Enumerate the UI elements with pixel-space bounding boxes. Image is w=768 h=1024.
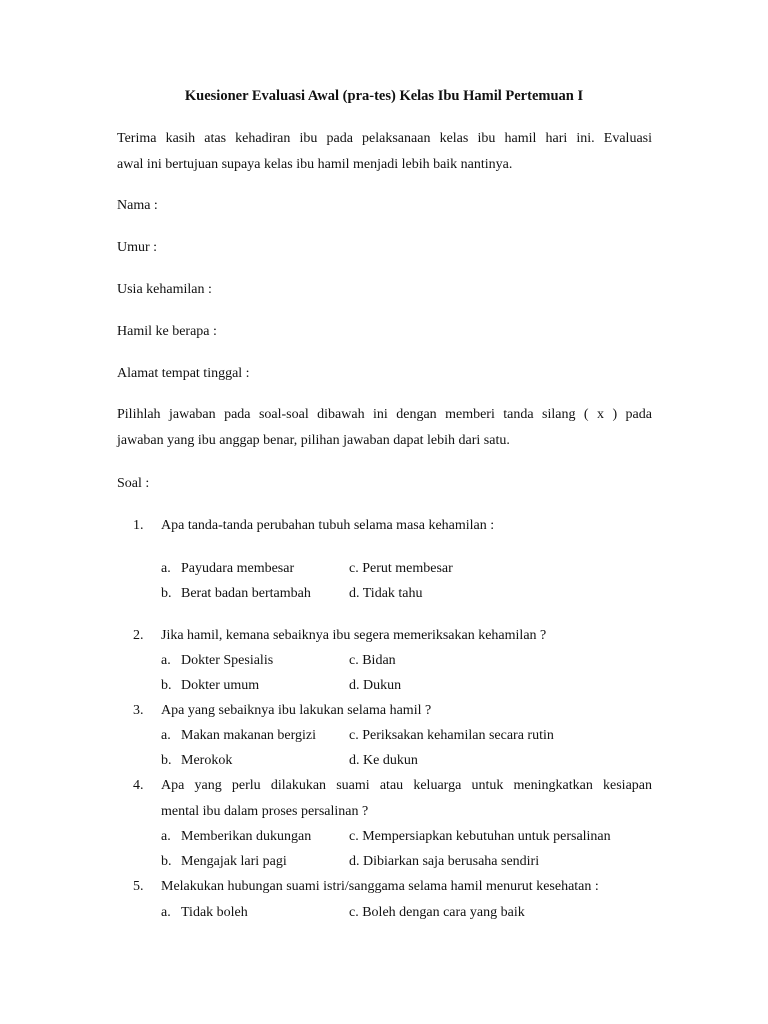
option-letter: a. bbox=[161, 905, 171, 920]
option-letter: b. bbox=[161, 586, 172, 601]
field-nama: Nama : bbox=[117, 198, 158, 213]
question-number: 4. bbox=[133, 778, 144, 793]
option-letter: d. bbox=[349, 678, 360, 693]
option-letter: d. bbox=[349, 854, 360, 869]
question-number: 1. bbox=[133, 518, 144, 533]
option-4b[interactable] bbox=[161, 854, 287, 870]
option-letter: b. bbox=[161, 854, 172, 869]
option-5a[interactable] bbox=[161, 905, 248, 921]
field-umur: Umur : bbox=[117, 240, 158, 255]
option-text: Bidan bbox=[362, 653, 396, 668]
option-1c[interactable] bbox=[349, 561, 453, 577]
option-letter: d. bbox=[349, 586, 360, 601]
option-letter: a. bbox=[161, 653, 171, 668]
option-text: Dukun bbox=[363, 678, 402, 693]
option-text: Boleh dengan cara yang baik bbox=[362, 905, 525, 920]
option-3c[interactable] bbox=[349, 728, 554, 744]
option-5c[interactable] bbox=[349, 905, 525, 921]
option-text: Merokok bbox=[181, 753, 233, 768]
question-text: Apa yang sebaiknya ibu lakukan selama hamil ? bbox=[161, 703, 432, 718]
option-4c[interactable] bbox=[349, 829, 611, 845]
option-3b[interactable] bbox=[161, 753, 232, 769]
option-1b[interactable] bbox=[161, 586, 311, 602]
option-letter: a. bbox=[161, 561, 171, 576]
option-text: Payudara membesar bbox=[181, 561, 295, 576]
option-2d[interactable] bbox=[349, 678, 401, 694]
option-text: Berat badan bertambah bbox=[181, 586, 311, 601]
option-text: Tidak boleh bbox=[181, 905, 248, 920]
intro-line-1: Terima kasih atas kehadiran ibu pada pelaksanaan kelas ibu hamil hari ini. Evaluasi bbox=[117, 131, 652, 146]
question-number: 3. bbox=[133, 703, 144, 718]
document-title: Kuesioner Evaluasi Awal (pra-tes) Kelas Ibu Hamil Pertemuan I bbox=[184, 88, 584, 104]
instruction-paragraph bbox=[117, 402, 652, 454]
option-letter: b. bbox=[161, 753, 172, 768]
question-text-line-1: Apa yang perlu dilakukan suami atau keluarga untuk meningkatkan kesiapan bbox=[161, 778, 652, 793]
option-2a[interactable] bbox=[161, 653, 273, 669]
option-text: Mengajak lari pagi bbox=[181, 854, 287, 869]
question-text-line-2: mental ibu dalam proses persalinan ? bbox=[161, 804, 369, 819]
option-4a[interactable] bbox=[161, 829, 311, 845]
intro-line-2: awal ini bertujuan supaya kelas ibu hamil menjadi lebih baik nantinya. bbox=[117, 157, 513, 172]
option-text: Periksakan kehamilan secara rutin bbox=[362, 728, 554, 743]
option-letter: a. bbox=[161, 829, 171, 844]
question-text bbox=[161, 773, 652, 825]
question-number: 2. bbox=[133, 628, 144, 643]
option-text: Tidak tahu bbox=[362, 586, 423, 601]
question-text: Melakukan hubungan suami istri/sanggama selama hamil menurut kesehatan : bbox=[161, 879, 599, 894]
option-letter: c. bbox=[349, 653, 359, 668]
option-1a[interactable] bbox=[161, 561, 294, 577]
option-letter: c. bbox=[349, 905, 359, 920]
option-3a[interactable] bbox=[161, 728, 316, 744]
question-number: 5. bbox=[133, 879, 144, 894]
option-text: Dokter umum bbox=[181, 678, 260, 693]
option-text: Mempersiapkan kebutuhan untuk persalinan bbox=[362, 829, 611, 844]
field-usia-kehamilan: Usia kehamilan : bbox=[117, 282, 212, 297]
option-letter: c. bbox=[349, 728, 359, 743]
option-letter: c. bbox=[349, 829, 359, 844]
option-letter: d. bbox=[349, 753, 360, 768]
intro-paragraph bbox=[117, 126, 652, 178]
question-text: Apa tanda-tanda perubahan tubuh selama masa kehamilan : bbox=[161, 518, 495, 533]
soal-label: Soal : bbox=[117, 476, 150, 491]
option-3d[interactable] bbox=[349, 753, 418, 769]
question-text: Jika hamil, kemana sebaiknya ibu segera memeriksakan kehamilan ? bbox=[161, 628, 547, 643]
option-letter: c. bbox=[349, 561, 359, 576]
option-2b[interactable] bbox=[161, 678, 259, 694]
option-text: Perut membesar bbox=[362, 561, 453, 576]
instruction-line-2: jawaban yang ibu anggap benar, pilihan jawaban dapat lebih dari satu. bbox=[117, 433, 510, 448]
field-hamil-ke: Hamil ke berapa : bbox=[117, 324, 217, 339]
option-letter: b. bbox=[161, 678, 172, 693]
option-text: Dibiarkan saja berusaha sendiri bbox=[363, 854, 540, 869]
option-letter: a. bbox=[161, 728, 171, 743]
option-text: Makan makanan bergizi bbox=[181, 728, 317, 743]
instruction-line-1: Pilihlah jawaban pada soal-soal dibawah ini dengan memberi tanda silang ( x ) pada bbox=[117, 407, 652, 422]
option-text: Ke dukun bbox=[363, 753, 418, 768]
option-text: Dokter Spesialis bbox=[181, 653, 274, 668]
option-4d[interactable] bbox=[349, 854, 539, 870]
field-alamat: Alamat tempat tinggal : bbox=[117, 366, 250, 381]
option-2c[interactable] bbox=[349, 653, 396, 669]
option-text: Memberikan dukungan bbox=[181, 829, 312, 844]
option-1d[interactable] bbox=[349, 586, 423, 602]
